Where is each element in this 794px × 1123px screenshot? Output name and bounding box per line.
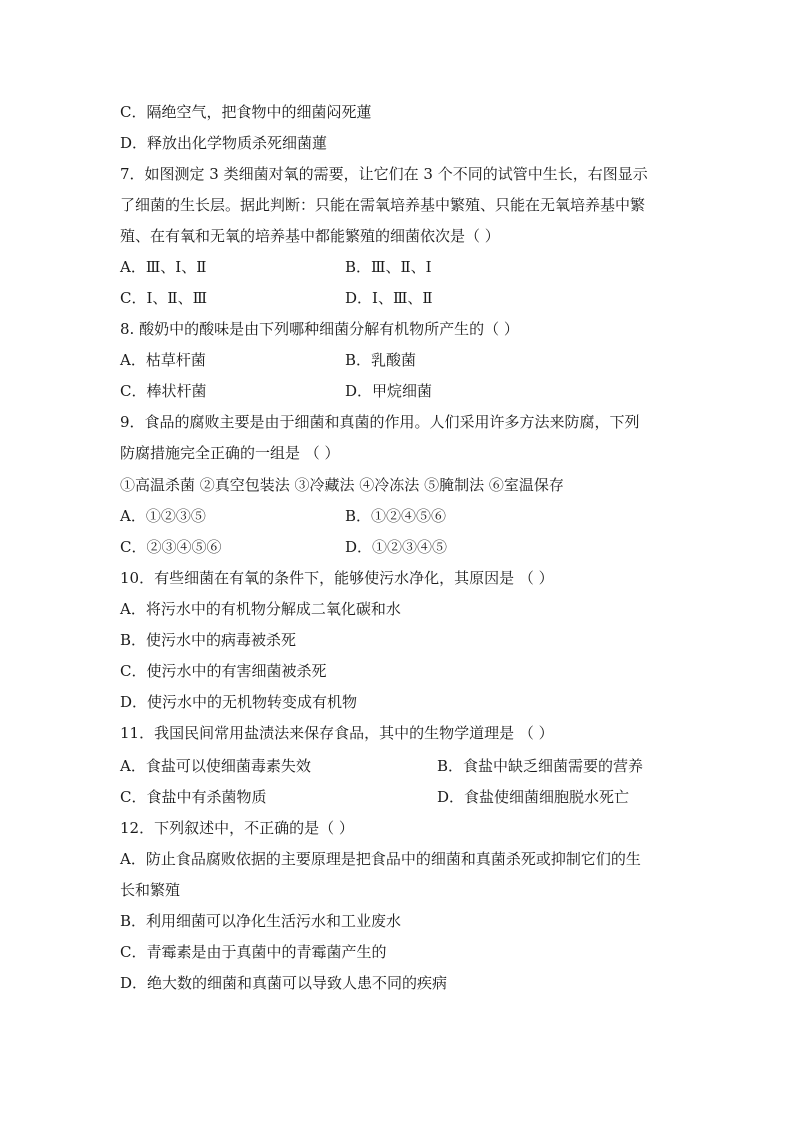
q12-stem: 12．下列叙述中，不正确的是（ ） bbox=[120, 819, 354, 837]
q10-option-c: C．使污水中的有害细菌被杀死 bbox=[120, 662, 327, 680]
q6-option-c: C．隔绝空气，把食物中的细菌闷死蓮 bbox=[120, 103, 372, 121]
q11-option-d: D．食盐使细菌细胞脱水死亡 bbox=[437, 788, 630, 806]
q9-stem-line-1: 9．食品的腐败主要是由于细菌和真菌的作用。人们采用许多方法来防腐，下列 bbox=[120, 413, 640, 431]
q7-stem-line-1: 7．如图测定 3 类细菌对氧的需要，让它们在 3 个不同的试管中生长，右图显示 bbox=[120, 165, 648, 183]
q8-option-c: C．棒状杆菌 bbox=[120, 382, 207, 400]
q7-option-b: B．Ⅲ、Ⅱ、Ⅰ bbox=[345, 258, 432, 276]
q7-stem-line-2: 了细菌的生长层。据此判断：只能在需氧培养基中繁殖、只能在无氧培养基中繁 bbox=[120, 196, 646, 214]
q10-option-b: B．使污水中的病毒被杀死 bbox=[120, 631, 297, 649]
q9-option-d: D．①②③④⑤ bbox=[345, 538, 448, 556]
q11-option-a: A．食盐可以使细菌毒素失效 bbox=[120, 757, 311, 775]
q8-stem: 8. 酸奶中的酸味是由下列哪种细菌分解有机物所产生的（ ） bbox=[120, 320, 519, 338]
q12-option-d: D．绝大数的细菌和真菌可以导致人患不同的疾病 bbox=[120, 974, 448, 992]
q6-option-d: D．释放出化学物质杀死细菌蓮 bbox=[120, 134, 328, 152]
q8-option-a: A．枯草杆菌 bbox=[120, 351, 206, 369]
q9-stem-line-2: 防腐措施完全正确的一组是 （ ） bbox=[120, 444, 340, 462]
q10-stem: 10．有些细菌在有氧的条件下，能够使污水净化，其原因是 （ ） bbox=[120, 569, 554, 587]
q9-option-c: C．②③④⑤⑥ bbox=[120, 538, 222, 556]
q9-option-a: A．①②③⑤ bbox=[120, 507, 206, 525]
q12-option-c: C．青霉素是由于真菌中的青霉菌产生的 bbox=[120, 943, 387, 961]
q8-option-d: D．甲烷细菌 bbox=[345, 382, 433, 400]
q9-option-b: B．①②④⑤⑥ bbox=[345, 507, 447, 525]
q8-option-b: B．乳酸菌 bbox=[345, 351, 417, 369]
q12-option-a-line-2: 长和繁殖 bbox=[120, 881, 181, 899]
q7-option-a: A．Ⅲ、Ⅰ、Ⅱ bbox=[120, 258, 207, 276]
q11-option-c: C．食盐中有杀菌物质 bbox=[120, 788, 267, 806]
q9-methods: ①高温杀菌 ②真空包装法 ③冷藏法 ④冷冻法 ⑤腌制法 ⑥室温保存 bbox=[120, 476, 564, 494]
q11-option-b: B．食盐中缺乏细菌需要的营养 bbox=[437, 757, 644, 775]
q12-option-b: B．利用细菌可以净化生活污水和工业废水 bbox=[120, 912, 402, 930]
q11-stem: 11．我国民间常用盐渍法来保存食品，其中的生物学道理是 （ ） bbox=[120, 724, 554, 742]
q7-stem-line-3: 殖、在有氧和无氧的培养基中都能繁殖的细菌依次是（ ） bbox=[120, 227, 500, 245]
q12-option-a-line-1: A．防止食品腐败依据的主要原理是把食品中的细菌和真菌杀死或抑制它们的生 bbox=[120, 850, 641, 868]
q10-option-a: A．将污水中的有机物分解成二氧化碳和水 bbox=[120, 600, 401, 618]
q7-option-c: C．Ⅰ、Ⅱ、Ⅲ bbox=[120, 289, 208, 307]
q10-option-d: D．使污水中的无机物转变成有机物 bbox=[120, 693, 358, 711]
q7-option-d: D．Ⅰ、Ⅲ、Ⅱ bbox=[345, 289, 433, 307]
